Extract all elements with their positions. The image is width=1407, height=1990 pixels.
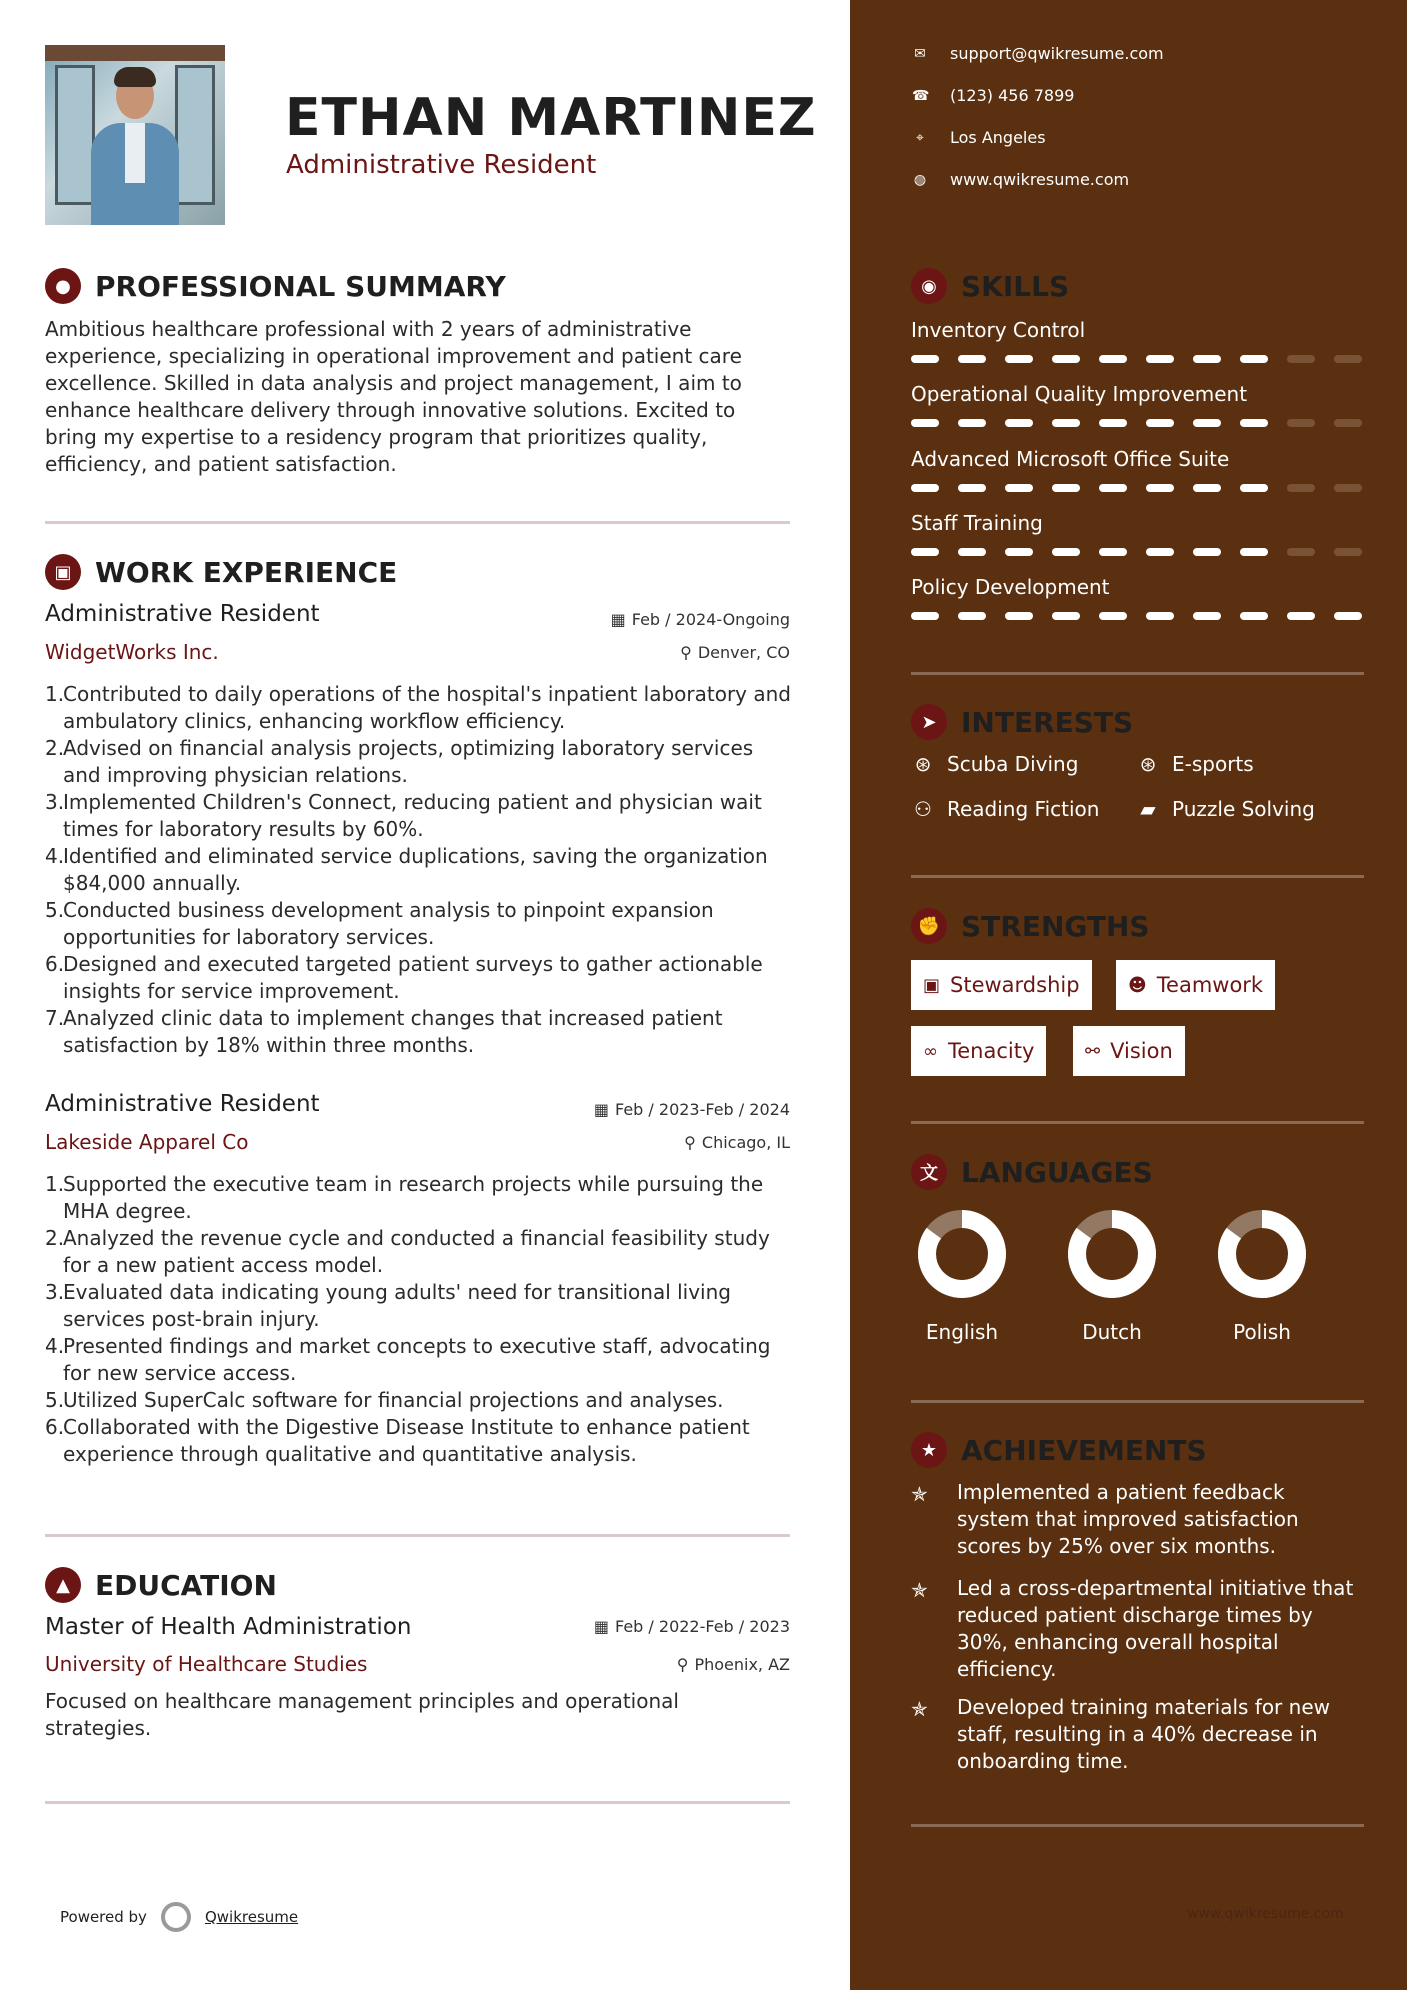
list-item bbox=[45, 735, 795, 789]
skill-level-dash bbox=[1052, 612, 1080, 620]
summary-text: Ambitious healthcare professional with 2 years of administrative experience, specializing in operational improvement and patient care excellence. Skilled in data analysis and project management, I aim to enhance healthcare delivery through innovative solutions. Excited to bring my expertise to a residency program that prioritizes quality, efficiency, and patient satisfaction. bbox=[45, 317, 742, 476]
skill-level-dash bbox=[1193, 419, 1221, 427]
skill-level-dash bbox=[1005, 612, 1033, 620]
calendar-icon: ▦ bbox=[593, 1100, 609, 1119]
contact-item[interactable] bbox=[912, 86, 1074, 105]
achievement-text: Led a cross-departmental initiative that reduced patient discharge times by 30%, enhancing overall hospital efficiency. bbox=[957, 1576, 1354, 1681]
pin-icon: ⚲ bbox=[680, 643, 692, 662]
pin-icon: ⚲ bbox=[676, 1655, 689, 1674]
fist-icon: ✊ bbox=[911, 908, 947, 944]
star-icon: ✯ bbox=[911, 1697, 928, 1721]
list-text: Identified and eliminated service duplications, saving the organization $84,000 annually. bbox=[63, 844, 768, 895]
user-icon: ● bbox=[45, 268, 81, 304]
strength-label: Tenacity bbox=[948, 1039, 1035, 1063]
gamepad-icon: ⚇ bbox=[914, 797, 932, 821]
job-title: Administrative Resident bbox=[45, 601, 320, 627]
divider bbox=[45, 1801, 790, 1804]
list-item bbox=[45, 789, 795, 843]
graduation-icon: ▲ bbox=[45, 1567, 81, 1603]
skill-level-dash bbox=[1334, 355, 1362, 363]
language-level-ring bbox=[916, 1208, 1008, 1300]
job-location-text: Denver, CO bbox=[697, 643, 790, 662]
skill-level-dash bbox=[958, 612, 986, 620]
achievement-text: Implemented a patient feedback system that improved satisfaction scores by 25% over six months. bbox=[957, 1480, 1299, 1558]
list-text: Supported the executive team in research projects while pursuing the MHA degree. bbox=[63, 1172, 764, 1223]
list-number: 3. bbox=[45, 790, 65, 814]
skill-level-bar bbox=[911, 612, 1364, 621]
skill-level-dash bbox=[1287, 612, 1315, 620]
skills-heading bbox=[911, 268, 1069, 304]
interest-label: Reading Fiction bbox=[947, 797, 1100, 821]
skill-level-dash bbox=[1334, 484, 1362, 492]
achievement-item bbox=[911, 1575, 1361, 1683]
skill-level-dash bbox=[1146, 419, 1174, 427]
skill-level-dash bbox=[1005, 548, 1033, 556]
skill-level-dash bbox=[1334, 419, 1362, 427]
skill-level-dash bbox=[1099, 548, 1127, 556]
interest-item bbox=[1136, 752, 1254, 776]
contact-text: www.qwikresume.com bbox=[950, 170, 1130, 189]
education-location bbox=[500, 1655, 790, 1674]
interest-label: E-sports bbox=[1172, 752, 1254, 776]
skill-level-dash bbox=[1240, 548, 1268, 556]
job-date-text: Feb / 2023-Feb / 2024 bbox=[615, 1100, 790, 1119]
job-location bbox=[500, 643, 790, 662]
skill-name: Policy Development bbox=[911, 575, 1110, 599]
achievements-heading-text: ACHIEVEMENTS bbox=[961, 1433, 1207, 1467]
candidate-title: Administrative Resident bbox=[286, 150, 597, 180]
list-text: Advised on financial analysis projects, optimizing laboratory services and improving physician relations. bbox=[63, 736, 754, 787]
list-number: 6. bbox=[45, 952, 65, 976]
list-number: 1. bbox=[45, 1172, 65, 1196]
skill-level-dash bbox=[1005, 484, 1033, 492]
skill-level-dash bbox=[1287, 419, 1315, 427]
skill-level-dash bbox=[911, 355, 939, 363]
interest-label: Scuba Diving bbox=[947, 752, 1079, 776]
list-item bbox=[45, 843, 795, 897]
profile-photo bbox=[45, 45, 225, 225]
degree: Master of Health Administration bbox=[45, 1614, 412, 1640]
list-text: Analyzed the revenue cycle and conducted a financial feasibility study for a new patient access model. bbox=[63, 1226, 770, 1277]
list-item bbox=[45, 1387, 795, 1414]
binoculars-icon: ⚯ bbox=[1085, 1040, 1101, 1062]
strength-chip bbox=[1073, 1026, 1185, 1076]
list-number: 7. bbox=[45, 1006, 65, 1030]
divider bbox=[911, 875, 1364, 878]
contact-item[interactable] bbox=[912, 128, 1046, 147]
summary-heading-text: PROFESSIONAL SUMMARY bbox=[95, 269, 506, 303]
location-pin-icon: ⌖ bbox=[916, 129, 924, 146]
skill-level-dash bbox=[1334, 612, 1362, 620]
contact-item[interactable] bbox=[912, 170, 1129, 189]
list-item bbox=[45, 681, 795, 735]
summary-heading bbox=[45, 268, 506, 304]
job-date bbox=[500, 1100, 790, 1119]
list-item bbox=[45, 951, 795, 1005]
list-item bbox=[45, 897, 795, 951]
skill-level-dash bbox=[911, 612, 939, 620]
skill-level-dash bbox=[1240, 355, 1268, 363]
skill-name: Advanced Microsoft Office Suite bbox=[911, 447, 1230, 471]
divider bbox=[911, 672, 1364, 675]
contact-text: support@qwikresume.com bbox=[950, 44, 1164, 63]
list-text: Conducted business development analysis to pinpoint expansion opportunities for laboratory services. bbox=[63, 898, 714, 949]
education-heading-text: EDUCATION bbox=[95, 1568, 277, 1602]
skill-level-dash bbox=[1099, 612, 1127, 620]
list-text: Analyzed clinic data to implement changes that increased patient satisfaction by 18% within three months. bbox=[63, 1006, 723, 1057]
qwikresume-logo-icon bbox=[161, 1902, 191, 1932]
achievement-item bbox=[911, 1479, 1361, 1560]
skill-level-bar bbox=[911, 548, 1364, 557]
strength-label: Teamwork bbox=[1156, 973, 1264, 997]
divider bbox=[911, 1824, 1364, 1827]
skill-level-dash bbox=[1287, 355, 1315, 363]
language-level-ring bbox=[1066, 1208, 1158, 1300]
strength-chip bbox=[911, 960, 1092, 1010]
list-number: 4. bbox=[45, 844, 65, 868]
job-date bbox=[500, 610, 790, 629]
strength-chip bbox=[911, 1026, 1046, 1076]
skill-name: Inventory Control bbox=[911, 318, 1086, 342]
skill-level-dash bbox=[1193, 355, 1221, 363]
job-location bbox=[500, 1133, 790, 1152]
skill-level-dash bbox=[1146, 612, 1174, 620]
job-title: Administrative Resident bbox=[45, 1091, 320, 1117]
achievement-item bbox=[911, 1694, 1361, 1775]
skill-name: Operational Quality Improvement bbox=[911, 382, 1248, 406]
language-icon: 文 bbox=[911, 1154, 947, 1190]
calendar-icon: ▦ bbox=[593, 1617, 609, 1636]
skill-level-dash bbox=[1193, 484, 1221, 492]
skill-level-dash bbox=[1146, 355, 1174, 363]
divider bbox=[911, 1121, 1364, 1124]
list-number: 5. bbox=[45, 898, 65, 922]
language-name: English bbox=[925, 1320, 999, 1344]
education-text: Focused on healthcare management principles and operational strategies. bbox=[45, 1689, 679, 1740]
strength-label: Stewardship bbox=[950, 973, 1080, 997]
list-text: Designed and executed targeted patient surveys to gather actionable insights for service improvement. bbox=[63, 952, 763, 1003]
powered-by-text: Powered by bbox=[60, 1908, 147, 1926]
skills-heading-text: SKILLS bbox=[961, 269, 1070, 303]
life-ring-icon: ⊛ bbox=[1139, 752, 1157, 776]
list-item bbox=[45, 1279, 795, 1333]
contact-item[interactable] bbox=[912, 44, 1164, 63]
skill-level-dash bbox=[1146, 548, 1174, 556]
list-text: Evaluated data indicating young adults' need for transitional living services post-brain injury. bbox=[63, 1280, 731, 1331]
book-icon: ▰ bbox=[1140, 797, 1156, 821]
education-heading bbox=[45, 1567, 277, 1603]
list-item bbox=[45, 1005, 795, 1059]
skill-level-dash bbox=[1099, 419, 1127, 427]
skill-level-dash bbox=[958, 548, 986, 556]
achievement-text: Developed training materials for new staff, resulting in a 40% decrease in onboarding time. bbox=[957, 1695, 1330, 1773]
interest-item bbox=[911, 752, 1078, 776]
list-number: 6. bbox=[45, 1415, 65, 1439]
paper-plane-icon: ➤ bbox=[911, 704, 947, 740]
experience-heading-text: WORK EXPERIENCE bbox=[95, 555, 398, 589]
globe-icon: ◍ bbox=[913, 171, 927, 188]
list-item bbox=[45, 1225, 795, 1279]
footer-url[interactable]: www.qwikresume.com bbox=[1187, 1906, 1344, 1922]
skill-level-dash bbox=[958, 419, 986, 427]
interests-heading-text: INTERESTS bbox=[961, 705, 1134, 739]
list-text: Contributed to daily operations of the hospital's inpatient laboratory and ambulatory clinics, enhancing workflow efficiency. bbox=[63, 682, 791, 733]
job-company: WidgetWorks Inc. bbox=[45, 640, 219, 664]
list-item bbox=[45, 1333, 795, 1387]
life-ring-icon: ⊛ bbox=[914, 752, 932, 776]
skill-level-bar bbox=[911, 355, 1364, 364]
pin-icon: ⚲ bbox=[684, 1133, 696, 1152]
education-date bbox=[500, 1617, 790, 1636]
skill-level-dash bbox=[911, 548, 939, 556]
divider bbox=[45, 521, 790, 524]
language-name: Polish bbox=[1233, 1320, 1291, 1344]
language-level-ring bbox=[1216, 1208, 1308, 1300]
job-company: Lakeside Apparel Co bbox=[45, 1130, 249, 1154]
list-text: Utilized SuperCalc software for financial projections and analyses. bbox=[63, 1388, 724, 1412]
divider bbox=[911, 1400, 1364, 1403]
skill-level-dash bbox=[1193, 548, 1221, 556]
experience-heading bbox=[45, 554, 397, 590]
skill-level-dash bbox=[1052, 355, 1080, 363]
interest-label: Puzzle Solving bbox=[1172, 797, 1315, 821]
contact-text: (123) 456 7899 bbox=[950, 86, 1075, 105]
language-name: Dutch bbox=[1082, 1320, 1142, 1344]
skill-name: Staff Training bbox=[911, 511, 1043, 535]
skill-level-dash bbox=[958, 355, 986, 363]
skill-level-dash bbox=[1052, 419, 1080, 427]
skill-level-dash bbox=[1146, 484, 1174, 492]
skill-level-dash bbox=[911, 484, 939, 492]
star-badge-icon: ★ bbox=[911, 1432, 947, 1468]
candidate-name: ETHAN MARTINEZ bbox=[285, 88, 817, 148]
list-item bbox=[45, 1414, 795, 1468]
list-number: 3. bbox=[45, 1280, 65, 1304]
job-date-text: Feb / 2024-Ongoing bbox=[631, 610, 790, 629]
list-number: 2. bbox=[45, 1226, 65, 1250]
skill-level-bar bbox=[911, 419, 1364, 428]
skill-level-dash bbox=[1287, 548, 1315, 556]
divider bbox=[45, 1534, 790, 1537]
school: University of Healthcare Studies bbox=[45, 1652, 368, 1676]
skill-level-dash bbox=[1240, 484, 1268, 492]
job-bullets bbox=[45, 681, 795, 1059]
skill-level-dash bbox=[958, 484, 986, 492]
briefcase-icon: ▣ bbox=[923, 974, 941, 996]
skill-level-dash bbox=[1005, 419, 1033, 427]
list-text: Implemented Children's Connect, reducing patient and physician wait times for laboratory results by 60%. bbox=[63, 790, 762, 841]
skill-level-dash bbox=[1099, 484, 1127, 492]
job-location-text: Chicago, IL bbox=[701, 1133, 790, 1152]
skill-level-dash bbox=[1052, 548, 1080, 556]
skill-level-dash bbox=[1240, 419, 1268, 427]
skill-level-dash bbox=[1005, 355, 1033, 363]
interests-heading bbox=[911, 704, 1133, 740]
phone-icon: ☎ bbox=[912, 87, 930, 104]
strength-label: Vision bbox=[1110, 1039, 1173, 1063]
skill-level-dash bbox=[1052, 484, 1080, 492]
list-text: Collaborated with the Digestive Disease Institute to enhance patient experience through qualitative and quantitative analysis. bbox=[63, 1415, 750, 1466]
achievements-heading bbox=[911, 1432, 1207, 1468]
link-icon: ∞ bbox=[923, 1040, 938, 1062]
education-date-text: Feb / 2022-Feb / 2023 bbox=[615, 1617, 790, 1636]
job-bullets bbox=[45, 1171, 795, 1468]
skill-level-dash bbox=[1334, 548, 1362, 556]
list-number: 4. bbox=[45, 1334, 65, 1358]
calendar-icon: ▦ bbox=[610, 610, 626, 629]
education-location-text: Phoenix, AZ bbox=[694, 1655, 790, 1674]
star-icon: ✯ bbox=[911, 1482, 928, 1506]
envelope-icon: ✉ bbox=[914, 45, 926, 62]
lightbulb-icon: ◉ bbox=[911, 268, 947, 304]
strengths-heading-text: STRENGTHS bbox=[961, 909, 1150, 943]
interest-item bbox=[911, 797, 1099, 821]
skill-level-dash bbox=[1193, 612, 1221, 620]
star-icon: ✯ bbox=[911, 1578, 928, 1602]
skill-level-dash bbox=[1287, 484, 1315, 492]
list-text: Presented findings and market concepts to executive staff, advocating for new service access. bbox=[63, 1334, 771, 1385]
skill-level-dash bbox=[1240, 612, 1268, 620]
skill-level-dash bbox=[1099, 355, 1127, 363]
interest-item bbox=[1136, 797, 1315, 821]
list-item bbox=[45, 1171, 795, 1225]
languages-heading bbox=[911, 1154, 1153, 1190]
powered-by bbox=[60, 1902, 298, 1932]
list-number: 5. bbox=[45, 1388, 65, 1412]
list-number: 2. bbox=[45, 736, 65, 760]
skill-level-bar bbox=[911, 484, 1364, 493]
languages-heading-text: LANGUAGES bbox=[961, 1155, 1153, 1189]
users-icon: ☻ bbox=[1128, 974, 1147, 996]
strength-chip bbox=[1116, 960, 1275, 1010]
skill-level-dash bbox=[911, 419, 939, 427]
list-number: 1. bbox=[45, 682, 65, 706]
contact-text: Los Angeles bbox=[950, 128, 1046, 147]
briefcase-icon: ▣ bbox=[45, 554, 81, 590]
brand-link[interactable]: Qwikresume bbox=[204, 1908, 299, 1926]
strengths-heading bbox=[911, 908, 1150, 944]
